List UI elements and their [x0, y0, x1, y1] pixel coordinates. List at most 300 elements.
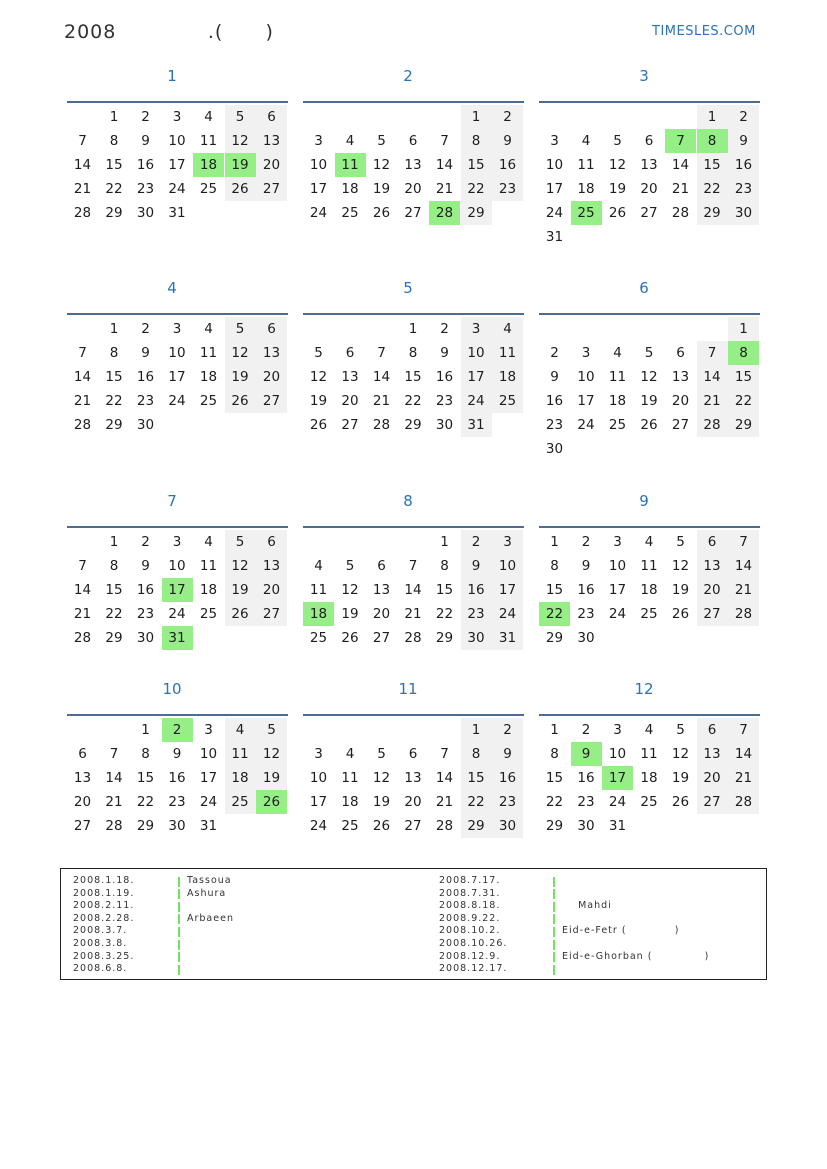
day-cell: 17: [168, 157, 186, 173]
month-12: [539, 680, 761, 880]
day-cell: 10: [577, 369, 595, 385]
day-cell: 7: [728, 718, 759, 742]
day-cell: 15: [105, 157, 123, 173]
day-cell: 30: [577, 818, 595, 834]
day-cell: 3: [613, 534, 622, 550]
day-cell: 1: [461, 105, 492, 129]
day-cell: 4: [492, 317, 523, 341]
day-cell: 9: [550, 369, 559, 385]
month-rule: [303, 714, 524, 716]
day-cell: 6: [345, 345, 355, 361]
day-cell: 26: [608, 205, 627, 221]
day-cell: 30: [435, 417, 454, 433]
day-cell: 23: [492, 790, 523, 814]
day-cell: 27: [404, 818, 422, 834]
day-cell: 24: [168, 393, 186, 409]
day-cell: 15: [105, 369, 123, 385]
month-10: [67, 680, 289, 880]
day-cell: 10: [168, 345, 186, 361]
holiday-day-cell: 8: [728, 341, 759, 365]
holiday-day-cell: 25: [571, 201, 602, 225]
day-cell: 5: [676, 722, 685, 738]
day-cell: 28: [372, 417, 391, 433]
day-cell: 15: [545, 582, 564, 598]
day-cell: 14: [728, 554, 759, 578]
day-cell: 27: [697, 602, 728, 626]
day-cell: 21: [435, 181, 454, 197]
day-cell: 4: [314, 558, 323, 574]
day-cell: 21: [697, 389, 728, 413]
holiday-day-cell: 18: [303, 602, 334, 626]
day-cell: 9: [172, 746, 182, 762]
legend-marker: [178, 914, 180, 924]
day-cell: 29: [728, 413, 759, 437]
legend-marker: [178, 927, 180, 937]
day-cell: 5: [345, 558, 355, 574]
day-cell: 14: [372, 369, 391, 385]
day-cell: 3: [492, 530, 523, 554]
day-cell: 4: [581, 133, 591, 149]
holiday-day-cell: 26: [256, 790, 287, 814]
day-cell: 2: [141, 109, 150, 125]
day-cell: 7: [78, 558, 87, 574]
day-cell: 15: [136, 770, 155, 786]
month-title: 8: [403, 492, 413, 510]
month-title: 7: [167, 492, 177, 510]
day-cell: 14: [435, 157, 454, 173]
legend-date: 2008.3.7.: [73, 925, 128, 937]
holiday-day-cell: 31: [162, 626, 193, 650]
day-cell: 29: [105, 630, 123, 646]
day-cell: 28: [728, 790, 759, 814]
day-cell: 30: [728, 201, 759, 225]
legend-marker: [178, 902, 180, 912]
day-cell: 15: [728, 365, 759, 389]
day-cell: 24: [199, 794, 218, 810]
day-cell: 22: [461, 790, 492, 814]
day-cell: 23: [728, 177, 759, 201]
legend-date: 2008.7.31.: [439, 887, 501, 899]
day-cell: 19: [341, 606, 359, 622]
day-cell: 14: [728, 742, 759, 766]
day-cell: 28: [105, 818, 123, 834]
holiday-day-cell: 9: [571, 742, 602, 766]
day-cell: 14: [697, 365, 728, 389]
day-cell: 6: [697, 718, 728, 742]
legend-holiday-name: Tassoua: [187, 875, 232, 886]
day-cell: 10: [309, 770, 328, 786]
brand-logo-text[interactable]: TIMESLES.COM: [652, 24, 756, 39]
day-cell: 12: [671, 746, 690, 762]
day-cell: 12: [372, 157, 391, 173]
day-cell: 8: [461, 129, 492, 153]
day-cell: 17: [577, 393, 595, 409]
day-cell: 5: [225, 530, 256, 554]
day-cell: 15: [105, 582, 123, 598]
day-cell: 15: [461, 766, 492, 790]
day-cell: 25: [309, 630, 328, 646]
legend-date: 2008.2.11.: [73, 900, 135, 912]
day-cell: 8: [141, 746, 150, 762]
month-11: [303, 680, 525, 880]
day-cell: 5: [225, 105, 256, 129]
day-cell: 28: [697, 413, 728, 437]
day-cell: 23: [136, 393, 155, 409]
legend-date: 2008.6.8.: [73, 963, 128, 975]
day-cell: 3: [204, 722, 213, 738]
month-title: 1: [167, 67, 177, 85]
day-cell: 13: [404, 770, 422, 786]
day-cell: 8: [109, 345, 119, 361]
day-cell: 23: [492, 177, 523, 201]
legend-marker: [178, 965, 180, 975]
day-cell: 25: [199, 393, 218, 409]
day-cell: 20: [341, 393, 359, 409]
day-cell: 26: [372, 818, 391, 834]
day-cell: 18: [199, 369, 218, 385]
day-cell: 21: [73, 393, 92, 409]
day-cell: 9: [141, 133, 150, 149]
day-cell: 29: [461, 201, 492, 225]
day-cell: 14: [404, 582, 422, 598]
day-cell: 7: [377, 345, 386, 361]
day-cell: 5: [676, 534, 685, 550]
day-cell: 9: [492, 742, 523, 766]
day-cell: 10: [168, 133, 186, 149]
day-cell: 23: [461, 602, 492, 626]
day-cell: 30: [168, 818, 186, 834]
day-cell: 29: [404, 417, 422, 433]
legend-holiday-name: Arbaeen: [187, 912, 234, 924]
day-cell: 30: [136, 417, 155, 433]
legend-date: 2008.9.22.: [439, 912, 501, 924]
day-cell: 14: [73, 369, 92, 385]
day-cell: 31: [461, 413, 492, 437]
day-cell: 9: [141, 345, 150, 361]
day-cell: 28: [671, 205, 690, 221]
day-cell: 1: [697, 105, 728, 129]
legend-marker: [178, 889, 180, 899]
month-rule: [303, 526, 524, 528]
day-cell: 7: [728, 530, 759, 554]
day-cell: 5: [377, 133, 386, 149]
day-cell: 24: [309, 818, 328, 834]
day-cell: 5: [613, 133, 622, 149]
day-cell: 22: [545, 794, 564, 810]
day-cell: 6: [408, 133, 418, 149]
day-cell: 10: [492, 554, 523, 578]
day-cell: 24: [492, 602, 523, 626]
month-rule: [67, 526, 288, 528]
month-rule: [303, 101, 524, 103]
day-cell: 25: [199, 181, 218, 197]
month-rule: [539, 714, 760, 716]
day-cell: 11: [199, 558, 218, 574]
day-cell: 27: [404, 205, 422, 221]
month-title: 5: [403, 279, 413, 297]
legend-date: 2008.10.26.: [439, 938, 508, 949]
day-cell: 13: [697, 742, 728, 766]
day-cell: 24: [545, 205, 564, 221]
day-cell: 1: [109, 321, 119, 337]
day-cell: 20: [640, 181, 658, 197]
day-cell: 8: [550, 558, 559, 574]
day-cell: 10: [168, 558, 186, 574]
day-cell: 16: [492, 153, 523, 177]
day-cell: 12: [309, 369, 328, 385]
day-cell: 24: [168, 181, 186, 197]
day-cell: 21: [372, 393, 391, 409]
day-cell: 12: [671, 558, 690, 574]
day-cell: 27: [341, 417, 359, 433]
day-cell: 2: [728, 105, 759, 129]
day-cell: 24: [577, 417, 595, 433]
day-cell: 18: [199, 582, 218, 598]
legend-date: 2008.8.18.: [439, 900, 501, 912]
legend-marker: [553, 914, 555, 924]
day-cell: 11: [341, 770, 359, 786]
day-cell: 2: [141, 321, 150, 337]
day-cell: 26: [309, 417, 328, 433]
day-cell: 10: [608, 746, 627, 762]
day-cell: 19: [671, 770, 690, 786]
day-cell: 11: [309, 582, 328, 598]
day-cell: 22: [105, 181, 123, 197]
day-cell: 21: [728, 766, 759, 790]
day-cell: 1: [109, 109, 119, 125]
day-cell: 21: [404, 606, 422, 622]
month-rule: [539, 101, 760, 103]
month-2: [303, 67, 525, 267]
day-cell: 23: [435, 393, 454, 409]
day-cell: 28: [728, 602, 759, 626]
day-cell: 13: [73, 770, 92, 786]
day-cell: 30: [136, 630, 155, 646]
day-cell: 7: [440, 746, 449, 762]
day-cell: 30: [136, 205, 155, 221]
day-cell: 20: [697, 766, 728, 790]
day-cell: 3: [314, 133, 323, 149]
day-cell: 22: [136, 794, 155, 810]
day-cell: 7: [697, 341, 728, 365]
day-cell: 4: [613, 345, 622, 361]
day-cell: 31: [545, 229, 564, 245]
month-title: 3: [639, 67, 649, 85]
legend-marker: [553, 902, 555, 912]
day-cell: 28: [435, 818, 454, 834]
day-cell: 12: [372, 770, 391, 786]
day-cell: 16: [136, 157, 155, 173]
day-cell: 6: [676, 345, 685, 361]
day-cell: 22: [435, 606, 454, 622]
day-cell: 27: [73, 818, 92, 834]
day-cell: 26: [225, 177, 256, 201]
legend-date: 2008.1.19.: [73, 887, 135, 899]
day-cell: 28: [404, 630, 422, 646]
month-rule: [539, 313, 760, 315]
day-cell: 16: [435, 369, 454, 385]
day-cell: 11: [199, 345, 218, 361]
legend-marker: [553, 889, 555, 899]
day-cell: 13: [697, 554, 728, 578]
day-cell: 18: [341, 181, 359, 197]
day-cell: 16: [136, 582, 155, 598]
legend-date: 2008.3.25.: [73, 950, 135, 962]
day-cell: 14: [671, 157, 690, 173]
day-cell: 10: [608, 558, 627, 574]
day-cell: 16: [728, 153, 759, 177]
day-cell: 25: [199, 606, 218, 622]
day-cell: 20: [73, 794, 92, 810]
day-cell: 4: [644, 722, 654, 738]
holiday-day-cell: 28: [429, 201, 460, 225]
day-cell: 3: [461, 317, 492, 341]
day-cell: 28: [73, 205, 92, 221]
month-8: [303, 492, 525, 692]
day-cell: 18: [225, 766, 256, 790]
day-cell: 7: [440, 133, 449, 149]
day-cell: 22: [404, 393, 422, 409]
day-cell: 17: [168, 369, 186, 385]
day-cell: 7: [78, 345, 87, 361]
legend-date: 2008.2.28.: [73, 912, 135, 924]
day-cell: 18: [640, 582, 658, 598]
day-cell: 6: [256, 105, 287, 129]
day-cell: 8: [109, 133, 119, 149]
day-cell: 10: [309, 157, 328, 173]
day-cell: 6: [256, 530, 287, 554]
day-cell: 15: [545, 770, 564, 786]
day-cell: 16: [545, 393, 564, 409]
holiday-day-cell: 17: [602, 766, 633, 790]
day-cell: 1: [728, 317, 759, 341]
day-cell: 18: [341, 794, 359, 810]
month-title: 4: [167, 279, 177, 297]
day-cell: 14: [73, 582, 92, 598]
day-cell: 12: [256, 742, 287, 766]
legend-date: 2008.3.8.: [73, 938, 128, 949]
day-cell: 21: [73, 606, 92, 622]
day-cell: 31: [608, 818, 627, 834]
month-5: [303, 279, 525, 479]
day-cell: 21: [435, 794, 454, 810]
day-cell: 23: [577, 794, 595, 810]
day-cell: 13: [256, 554, 287, 578]
day-cell: 25: [225, 790, 256, 814]
legend-date: 2008.1.18.: [73, 875, 135, 886]
day-cell: 17: [461, 365, 492, 389]
day-cell: 26: [671, 606, 690, 622]
day-cell: 29: [105, 205, 123, 221]
day-cell: 13: [372, 582, 391, 598]
day-cell: 27: [671, 417, 690, 433]
legend-date: 2008.12.17.: [439, 963, 508, 975]
legend-marker: [553, 940, 555, 950]
day-cell: 14: [435, 770, 454, 786]
day-cell: 2: [461, 530, 492, 554]
day-cell: 19: [372, 181, 391, 197]
day-cell: 4: [204, 321, 213, 337]
day-cell: 3: [550, 133, 559, 149]
day-cell: 20: [256, 578, 287, 602]
day-cell: 26: [341, 630, 359, 646]
day-cell: 11: [640, 558, 658, 574]
day-cell: 1: [550, 722, 559, 738]
day-cell: 27: [256, 602, 287, 626]
day-cell: 26: [372, 205, 391, 221]
day-cell: 2: [492, 105, 523, 129]
legend-date: 2008.10.2.: [439, 925, 501, 937]
day-cell: 10: [545, 157, 564, 173]
day-cell: 23: [168, 794, 186, 810]
month-6: [539, 279, 761, 479]
day-cell: 13: [256, 129, 287, 153]
day-cell: 25: [640, 794, 658, 810]
day-cell: 28: [73, 630, 92, 646]
holiday-day-cell: 17: [162, 578, 193, 602]
day-cell: 24: [461, 389, 492, 413]
day-cell: 30: [545, 441, 564, 457]
day-cell: 7: [78, 133, 87, 149]
day-cell: 7: [408, 558, 418, 574]
day-cell: 22: [728, 389, 759, 413]
day-cell: 4: [644, 534, 654, 550]
legend-holiday-name: Eid-e-Fetr ( ): [562, 925, 680, 937]
day-cell: 19: [225, 578, 256, 602]
legend-holiday-name: Eid-e-Ghorban ( ): [562, 950, 710, 962]
day-cell: 10: [199, 746, 218, 762]
day-cell: 2: [141, 534, 150, 550]
month-title: 2: [403, 67, 413, 85]
day-cell: 11: [640, 746, 658, 762]
day-cell: 20: [256, 365, 287, 389]
legend-holiday-name: Ashura: [187, 887, 227, 899]
day-cell: 22: [105, 393, 123, 409]
month-rule: [539, 526, 760, 528]
day-cell: 21: [671, 181, 690, 197]
day-cell: 12: [225, 554, 256, 578]
day-cell: 26: [640, 417, 658, 433]
day-cell: 25: [341, 818, 359, 834]
day-cell: 31: [492, 626, 523, 650]
day-cell: 8: [440, 558, 449, 574]
day-cell: 26: [225, 389, 256, 413]
day-cell: 10: [461, 341, 492, 365]
day-cell: 18: [577, 181, 595, 197]
day-cell: 3: [172, 109, 182, 125]
day-cell: 24: [608, 606, 627, 622]
day-cell: 29: [461, 814, 492, 838]
day-cell: 16: [461, 578, 492, 602]
day-cell: 8: [461, 742, 492, 766]
month-title: 6: [639, 279, 649, 297]
day-cell: 17: [545, 181, 564, 197]
day-cell: 3: [172, 321, 182, 337]
month-rule: [67, 101, 288, 103]
month-rule: [67, 313, 288, 315]
month-title: 12: [634, 680, 654, 698]
day-cell: 9: [141, 558, 150, 574]
day-cell: 4: [204, 109, 213, 125]
day-cell: 2: [550, 345, 559, 361]
month-rule: [303, 313, 524, 315]
day-cell: 30: [461, 626, 492, 650]
day-cell: 15: [697, 153, 728, 177]
month-rule: [67, 714, 288, 716]
day-cell: 5: [256, 718, 287, 742]
month-title: 10: [162, 680, 182, 698]
day-cell: 13: [256, 341, 287, 365]
